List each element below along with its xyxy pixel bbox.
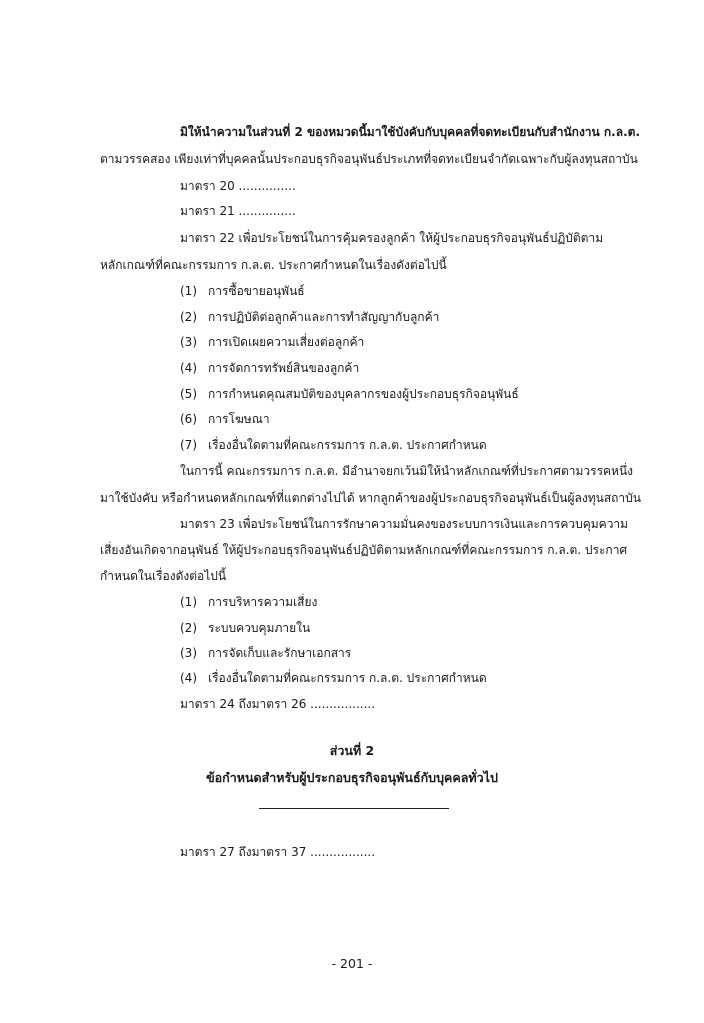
item-text: การบริหารความเสี่ยง bbox=[208, 595, 318, 609]
section-22-item bbox=[180, 411, 270, 427]
section-22-paragraph-2-lead: ในการนี้ คณะกรรมการ ก.ล.ต. มีอำนาจยกเว้นมิให้นำหลักเกณฑ์ที่ประกาศตามวรรคหนึ่ง bbox=[180, 464, 634, 478]
item-text: การจัดเก็บและรักษาเอกสาร bbox=[208, 646, 352, 660]
section-23-item bbox=[180, 620, 310, 636]
section-22-item bbox=[180, 334, 364, 350]
section-23-lead: มาตรา 23 เพื่อประโยชน์ในการรักษาความมั่นคงของระบบการเงินและการควบคุมความ bbox=[180, 517, 629, 531]
section-23-continuation: กำหนดในเรื่องดังต่อไปนี้ bbox=[100, 569, 227, 583]
section-22-continuation: หลักเกณฑ์ที่คณะกรรมการ ก.ล.ต. ประกาศกำหนดในเรื่องดังต่อไปนี้ bbox=[100, 258, 447, 272]
section-22-item bbox=[180, 437, 487, 453]
item-number: (1) bbox=[180, 595, 197, 609]
part-subtitle: ข้อกำหนดสำหรับผู้ประกอบธุรกิจอนุพันธ์กับบุคคลทั่วไป bbox=[206, 770, 498, 785]
section-22-paragraph-2-continuation: มาใช้บังคับ หรือกำหนดหลักเกณฑ์ที่แตกต่างไปได้ หากลูกค้าของผู้ประกอบธุรกิจอนุพันธ์เป็นผู้ลงทุนสถาบัน bbox=[100, 491, 641, 505]
item-number: (5) bbox=[180, 387, 197, 401]
item-text: การเปิดเผยความเสี่ยงต่อลูกค้า bbox=[208, 335, 365, 349]
section-21: มาตรา 21 ............... bbox=[180, 204, 296, 218]
item-text: การซื้อขายอนุพันธ์ bbox=[208, 284, 305, 298]
item-text: การกำหนดคุณสมบัติของบุคลากรของผู้ประกอบธุรกิจอนุพันธ์ bbox=[208, 387, 519, 401]
item-number: (7) bbox=[180, 438, 197, 452]
section-22-lead: มาตรา 22 เพื่อประโยชน์ในการคุ้มครองลูกค้า ให้ผู้ประกอบธุรกิจอนุพันธ์ปฏิบัติตาม bbox=[180, 231, 604, 245]
item-number: (6) bbox=[180, 412, 197, 426]
item-text: เรื่องอื่นใดตามที่คณะกรรมการ ก.ล.ต. ประกาศกำหนด bbox=[208, 438, 487, 452]
section-22-item bbox=[180, 360, 359, 376]
item-number: (2) bbox=[180, 310, 197, 324]
section-23-item bbox=[180, 645, 351, 661]
section-27-37: มาตรา 27 ถึงมาตรา 37 ................. bbox=[180, 845, 376, 859]
item-text: ระบบควบคุมภายใน bbox=[208, 621, 311, 635]
item-number: (2) bbox=[180, 621, 197, 635]
item-text: การโฆษณา bbox=[208, 412, 270, 426]
part-title: ส่วนที่ 2 bbox=[329, 743, 375, 758]
section-24-26: มาตรา 24 ถึงมาตรา 26 ................. bbox=[180, 697, 376, 711]
section-22-item bbox=[180, 309, 439, 325]
section-22-item bbox=[180, 283, 305, 299]
section-23-item bbox=[180, 594, 317, 610]
section-23-continuation: เสี่ยงอันเกิดจากอนุพันธ์ ให้ผู้ประกอบธุรกิจอนุพันธ์ปฏิบัติตามหลักเกณฑ์ที่คณะกรรมการ ก.ล.ต. ประกาศ bbox=[100, 543, 628, 557]
item-number: (1) bbox=[180, 284, 197, 298]
item-number: (4) bbox=[180, 671, 197, 685]
page-number: - 201 - bbox=[331, 956, 373, 971]
item-text: การจัดการทรัพย์สินของลูกค้า bbox=[208, 361, 360, 375]
paragraph-1-lead: มิให้นำความในส่วนที่ 2 ของหมวดนี้มาใช้บังคับกับบุคคลที่จดทะเบียนกับสำนักงาน ก.ล.ต. bbox=[180, 125, 641, 139]
item-number: (3) bbox=[180, 335, 197, 349]
heading-underline-divider bbox=[259, 808, 449, 809]
item-number: (3) bbox=[180, 646, 197, 660]
item-text: การปฏิบัติต่อลูกค้าและการทำสัญญากับลูกค้า bbox=[208, 310, 440, 324]
paragraph-1-continuation: ตามวรรคสอง เพียงเท่าที่บุคคลนั้นประกอบธุรกิจอนุพันธ์ประเภทที่จดทะเบียนจำกัดเฉพาะกับผู้ลงทุนสถาบัน bbox=[100, 152, 638, 166]
section-20: มาตรา 20 ............... bbox=[180, 179, 296, 193]
section-23-item bbox=[180, 670, 487, 686]
item-text: เรื่องอื่นใดตามที่คณะกรรมการ ก.ล.ต. ประกาศกำหนด bbox=[208, 671, 487, 685]
section-22-item bbox=[180, 386, 519, 402]
item-number: (4) bbox=[180, 361, 197, 375]
